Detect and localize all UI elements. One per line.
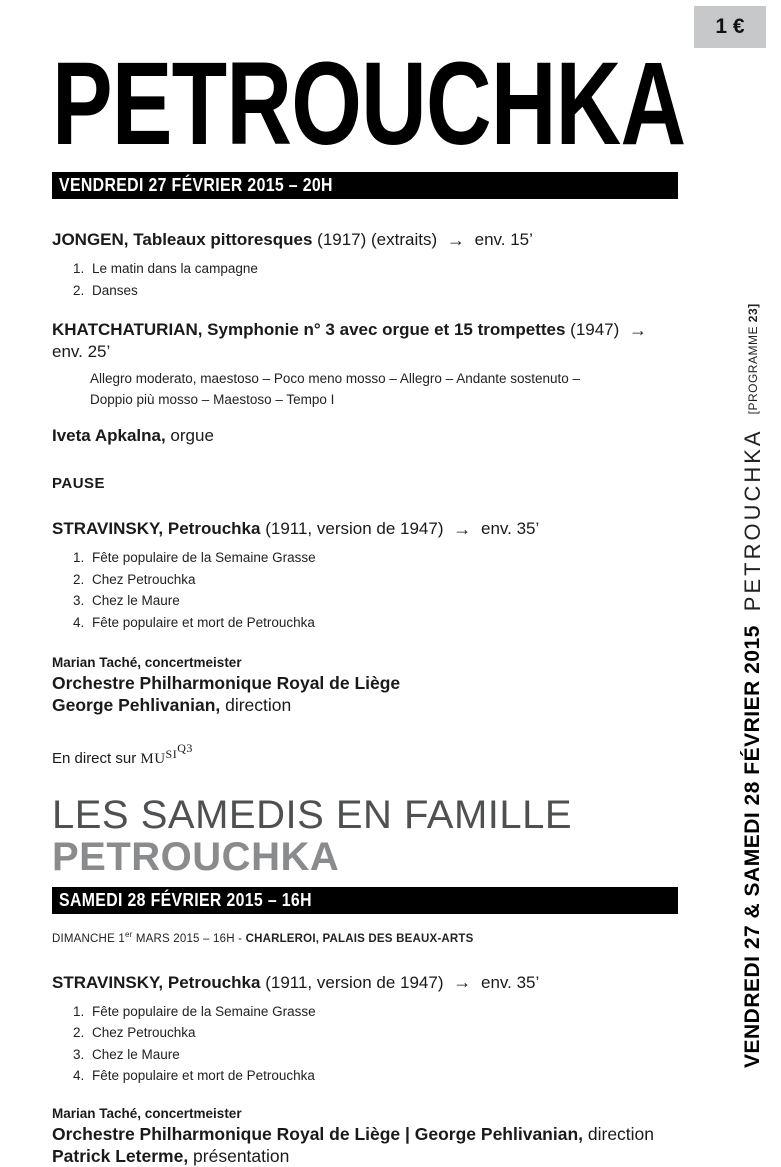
extra-date-line bbox=[52, 930, 678, 945]
work-stravinsky-1 bbox=[52, 517, 678, 540]
concert1-date-text: VENDREDI 27 FÉVRIER 2015 – 20H bbox=[59, 175, 333, 195]
work-khatchaturian bbox=[52, 318, 678, 363]
concert2-date-bar bbox=[52, 887, 678, 914]
main-column bbox=[52, 0, 686, 1167]
orchestra-line: Orchestre Philharmonique Royal de Liège bbox=[52, 673, 401, 693]
conductor-name: George Pehlivanian, bbox=[52, 695, 221, 715]
series-subtitle: PETROUCHKA bbox=[52, 835, 340, 879]
soloist-role: orgue bbox=[165, 426, 214, 445]
movement-item: Fête populaire de la Semaine Grasse bbox=[92, 1003, 316, 1019]
concertmeister-line: Marian Taché, concertmeister bbox=[52, 1105, 242, 1121]
broadcast-prefix: En direct sur bbox=[52, 750, 141, 767]
sidebar-programme-number: 23] bbox=[746, 303, 760, 323]
work-stravinsky-1-movements bbox=[73, 547, 678, 633]
venue-name: CHARLEROI, PALAIS DES BEAUX-ARTS bbox=[245, 932, 474, 945]
extra-date-rest: MARS 2015 – 16H - bbox=[132, 932, 246, 945]
work-name: STRAVINSKY, Petrouchka bbox=[52, 519, 261, 538]
musiq3-logo-mu: MU bbox=[140, 751, 166, 767]
sidebar-title: PETROUCHKA bbox=[740, 428, 765, 612]
presenter-role: présentation bbox=[188, 1145, 290, 1166]
movement-item: Chez Petrouchka bbox=[92, 571, 196, 587]
extra-date-prefix: DIMANCHE 1 bbox=[52, 932, 125, 945]
musiq3-logo bbox=[140, 741, 193, 767]
work-details: (1911, version de 1947) bbox=[265, 972, 444, 992]
broadcast-line bbox=[52, 741, 678, 768]
work-jongen bbox=[52, 228, 678, 251]
extra-date-ordinal: er bbox=[124, 930, 133, 939]
right-arrow-icon: → bbox=[453, 518, 472, 539]
concert2-credits bbox=[52, 1104, 678, 1167]
series-title: LES SAMEDIS EN FAMILLE bbox=[52, 793, 573, 837]
movement-item: Le matin dans la campagne bbox=[92, 261, 258, 276]
page-title: PETROUCHKA bbox=[52, 38, 686, 170]
soloist-name: Iveta Apkalna, bbox=[52, 426, 166, 445]
work-details: (1911, version de 1947) bbox=[265, 519, 444, 538]
movement-item: Fête populaire et mort de Petrouchka bbox=[92, 614, 315, 630]
movement-item: Chez le Maure bbox=[92, 1046, 180, 1062]
sidebar-programme-prefix: [PROGRAMME bbox=[746, 326, 760, 415]
orchestra-conductor-bold: Orchestre Philharmonique Royal de Liège | George Pehlivanian, bbox=[52, 1123, 584, 1144]
movement-item: Chez le Maure bbox=[92, 593, 180, 608]
soloist-line bbox=[52, 425, 678, 447]
work-stravinsky-2-movements bbox=[73, 1001, 678, 1087]
work-duration: env. 35’ bbox=[480, 972, 540, 992]
conductor-role: direction bbox=[220, 695, 292, 715]
right-arrow-icon: → bbox=[629, 319, 648, 340]
tempo-line: Doppio più mosso – Maestoso – Tempo I bbox=[90, 392, 335, 407]
conductor-line bbox=[52, 694, 678, 716]
movement-item: Chez Petrouchka bbox=[92, 1025, 196, 1041]
musiq3-logo-q3: Q3 bbox=[177, 741, 193, 755]
movement-item: Fête populaire de la Semaine Grasse bbox=[92, 550, 316, 565]
work-details: (1917) (extraits) bbox=[317, 230, 438, 249]
pause-label: PAUSE bbox=[52, 475, 106, 492]
movement-item: Danses bbox=[92, 282, 138, 298]
work-duration: env. 25’ bbox=[52, 342, 111, 361]
work-name: KHATCHATURIAN, Symphonie n° 3 avec orgue et 15 trompettes bbox=[52, 320, 566, 339]
right-arrow-icon: → bbox=[453, 972, 472, 993]
sidebar-programme bbox=[746, 303, 760, 414]
work-jongen-movements bbox=[73, 258, 678, 301]
presenter-line bbox=[52, 1145, 678, 1167]
musiq3-logo-si: SI bbox=[165, 747, 178, 761]
work-name: JONGEN, Tableaux pittoresques bbox=[52, 230, 313, 249]
concert1-credits bbox=[52, 653, 678, 716]
presenter-name: Patrick Leterme, bbox=[52, 1145, 189, 1166]
work-details: (1947) bbox=[570, 320, 620, 339]
page-edge-vertical-text bbox=[734, 303, 772, 1068]
work-duration: env. 15’ bbox=[474, 230, 533, 249]
work-khatchaturian-tempi bbox=[90, 368, 678, 410]
concertmeister-line: Marian Taché, concertmeister bbox=[52, 655, 242, 670]
work-duration: env. 35’ bbox=[480, 519, 540, 538]
tempo-line: Allegro moderato, maestoso – Poco meno mosso – Allegro – Andante sostenuto – bbox=[90, 371, 581, 386]
movement-item: Fête populaire et mort de Petrouchka bbox=[92, 1068, 315, 1084]
sidebar-dates: VENDREDI 27 & SAMEDI 28 FÉVRIER 2015 bbox=[741, 625, 764, 1068]
orchestra-conductor-line bbox=[52, 1123, 678, 1145]
price-tag: 1 € bbox=[694, 6, 766, 48]
work-name: STRAVINSKY, Petrouchka bbox=[52, 972, 261, 992]
conductor-role: direction bbox=[583, 1123, 655, 1144]
work-stravinsky-2 bbox=[52, 971, 678, 994]
concert2-date-text: SAMEDI 28 FÉVRIER 2015 – 16H bbox=[59, 890, 312, 910]
concert1-date-bar bbox=[52, 172, 678, 199]
right-arrow-icon: → bbox=[446, 229, 465, 250]
